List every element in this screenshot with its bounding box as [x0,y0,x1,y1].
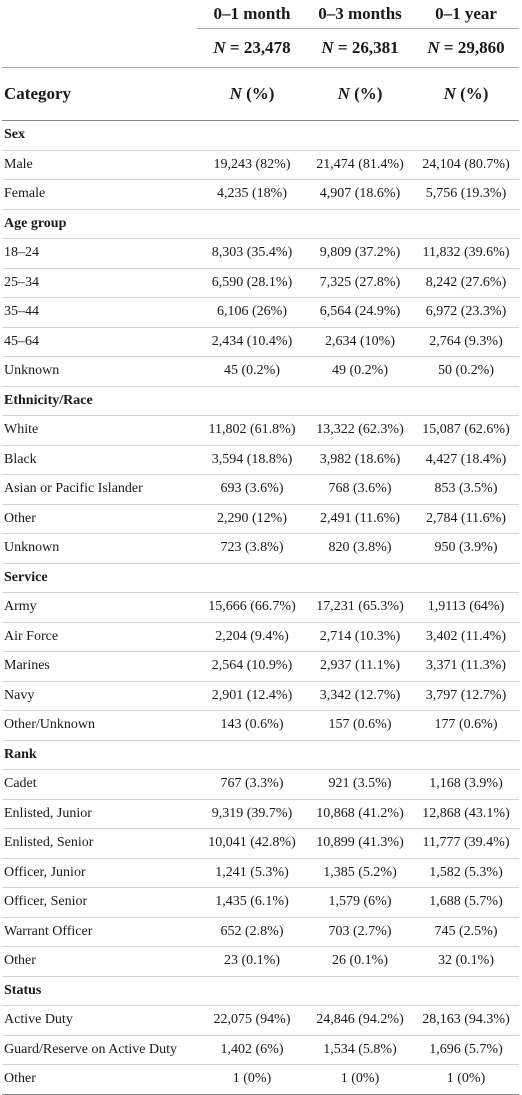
section-header-row [2,121,519,151]
cell-value: 6,106 (26%) [197,298,307,328]
cell-value: 2,714 (10.3%) [307,622,413,652]
cell-value: 26 (0.1%) [307,947,413,977]
row-label: Guard/Reserve on Active Duty [2,1035,197,1065]
cell-value: 15,666 (66.7%) [197,593,307,623]
cell-value: 177 (0.6%) [413,711,519,741]
row-label: Unknown [2,357,197,387]
row-label: Asian or Pacific Islander [2,475,197,505]
cell-value: 10,041 (42.8%) [197,829,307,859]
section-title: Sex [2,121,519,151]
cell-value: 1,534 (5.8%) [307,1035,413,1065]
table-row [2,1006,519,1036]
table-row [2,593,519,623]
cell-value: 1 (0%) [197,1065,307,1095]
cell-value: 1,168 (3.9%) [413,770,519,800]
section-title: Service [2,563,519,593]
row-label: Enlisted, Junior [2,799,197,829]
cell-value: 24,846 (94.2%) [307,1006,413,1036]
count-pct-header [197,68,307,121]
pct-label: (%) [349,84,383,103]
section-header-row [2,386,519,416]
row-label: Active Duty [2,1006,197,1036]
cell-value: 19,243 (82%) [197,150,307,180]
count-pct-header [413,68,519,121]
table-row [2,416,519,446]
pct-label: (%) [455,84,489,103]
table-row [2,829,519,859]
cell-value: 1,385 (5.2%) [307,858,413,888]
cell-value: 768 (3.6%) [307,475,413,505]
cell-value: 24,104 (80.7%) [413,150,519,180]
cell-value: 9,319 (39.7%) [197,799,307,829]
column-header-row [2,68,519,121]
n-symbol: N [427,38,440,57]
section-title: Age group [2,209,519,239]
cell-value: 2,937 (11.1%) [307,652,413,682]
table-row [2,1065,519,1095]
cell-value: 49 (0.2%) [307,357,413,387]
row-label: Unknown [2,534,197,564]
cell-value: 853 (3.5%) [413,475,519,505]
table-row [2,268,519,298]
table-row [2,239,519,269]
row-label: 25–34 [2,268,197,298]
n-symbol: N [321,38,334,57]
n-symbol: N [213,38,226,57]
cell-value: 1,696 (5.7%) [413,1035,519,1065]
table-row [2,917,519,947]
row-label: Other [2,504,197,534]
row-label: Warrant Officer [2,917,197,947]
section-header-row [2,976,519,1006]
cell-value: 2,784 (11.6%) [413,504,519,534]
cell-value: 4,235 (18%) [197,180,307,210]
cell-value: 1,435 (6.1%) [197,888,307,918]
cell-value: 28,163 (94.3%) [413,1006,519,1036]
cell-value: 45 (0.2%) [197,357,307,387]
cell-value: 1,688 (5.7%) [413,888,519,918]
period-header: 0–1 year [435,4,497,23]
cell-value: 723 (3.8%) [197,534,307,564]
section-title: Ethnicity/Race [2,386,519,416]
cell-value: 8,242 (27.6%) [413,268,519,298]
row-label: Officer, Junior [2,858,197,888]
cell-value: 2,764 (9.3%) [413,327,519,357]
cell-value: 767 (3.3%) [197,770,307,800]
n-value: = 26,381 [337,38,399,57]
cell-value: 693 (3.6%) [197,475,307,505]
cell-value: 3,594 (18.8%) [197,445,307,475]
section-title: Status [2,976,519,1006]
period-header: 0–3 months [318,4,402,23]
cell-value: 4,427 (18.4%) [413,445,519,475]
demographics-table [2,0,519,1095]
section-header-row [2,740,519,770]
row-label: Officer, Senior [2,888,197,918]
row-label: 35–44 [2,298,197,328]
row-label: Army [2,593,197,623]
cell-value: 1,241 (5.3%) [197,858,307,888]
cell-value: 1,402 (6%) [197,1035,307,1065]
table-row [2,622,519,652]
period-header: 0–1 month [213,4,291,23]
cell-value: 7,325 (27.8%) [307,268,413,298]
header-blank [2,0,197,29]
cell-value: 11,832 (39.6%) [413,239,519,269]
cell-value: 703 (2.7%) [307,917,413,947]
table-row [2,947,519,977]
table-row [2,150,519,180]
cell-value: 1 (0%) [307,1065,413,1095]
table-row [2,327,519,357]
n-symbol: N [337,84,350,103]
cell-value: 2,564 (10.9%) [197,652,307,682]
cell-value: 6,564 (24.9%) [307,298,413,328]
table-row [2,711,519,741]
cell-value: 820 (3.8%) [307,534,413,564]
table-row [2,475,519,505]
table-row [2,770,519,800]
table-row [2,799,519,829]
table-row [2,445,519,475]
cell-value: 6,590 (28.1%) [197,268,307,298]
cell-value: 22,075 (94%) [197,1006,307,1036]
cell-value: 2,434 (10.4%) [197,327,307,357]
row-label: 45–64 [2,327,197,357]
cell-value: 3,797 (12.7%) [413,681,519,711]
cell-value: 3,982 (18.6%) [307,445,413,475]
table-row [2,1035,519,1065]
category-header: Category [2,68,197,121]
cell-value: 1,9113 (64%) [413,593,519,623]
table-row [2,681,519,711]
table-row [2,652,519,682]
cell-value: 11,777 (39.4%) [413,829,519,859]
n-value: = 23,478 [229,38,291,57]
cell-value: 50 (0.2%) [413,357,519,387]
cell-value: 143 (0.6%) [197,711,307,741]
n-symbol: N [229,84,242,103]
row-label: Navy [2,681,197,711]
row-label: Enlisted, Senior [2,829,197,859]
cell-value: 23 (0.1%) [197,947,307,977]
table-row [2,298,519,328]
cell-value: 11,802 (61.8%) [197,416,307,446]
cell-value: 157 (0.6%) [307,711,413,741]
row-label: Air Force [2,622,197,652]
cell-value: 2,634 (10%) [307,327,413,357]
cell-value: 5,756 (19.3%) [413,180,519,210]
cell-value: 6,972 (23.3%) [413,298,519,328]
n-symbol: N [443,84,456,103]
cell-value: 2,204 (9.4%) [197,622,307,652]
row-label: Cadet [2,770,197,800]
cell-value: 17,231 (65.3%) [307,593,413,623]
n-value: = 29,860 [443,38,505,57]
row-label: Male [2,150,197,180]
sample-size-header [197,29,307,68]
cell-value: 1 (0%) [413,1065,519,1095]
table-row [2,180,519,210]
cell-value: 21,474 (81.4%) [307,150,413,180]
cell-value: 9,809 (37.2%) [307,239,413,269]
cell-value: 8,303 (35.4%) [197,239,307,269]
cell-value: 3,402 (11.4%) [413,622,519,652]
pct-label: (%) [241,84,275,103]
cell-value: 1,582 (5.3%) [413,858,519,888]
row-label: Other/Unknown [2,711,197,741]
row-label: 18–24 [2,239,197,269]
cell-value: 950 (3.9%) [413,534,519,564]
row-label: Female [2,180,197,210]
sample-size-header [307,29,413,68]
cell-value: 13,322 (62.3%) [307,416,413,446]
cell-value: 1,579 (6%) [307,888,413,918]
table-row [2,357,519,387]
section-header-row [2,209,519,239]
table-row [2,504,519,534]
cell-value: 32 (0.1%) [413,947,519,977]
cell-value: 652 (2.8%) [197,917,307,947]
row-label: Marines [2,652,197,682]
header-blank [2,29,197,68]
row-label: Other [2,947,197,977]
cell-value: 12,868 (43.1%) [413,799,519,829]
table-row [2,888,519,918]
sample-size-row [2,29,519,68]
section-header-row [2,563,519,593]
section-title: Rank [2,740,519,770]
cell-value: 3,371 (11.3%) [413,652,519,682]
table-row [2,858,519,888]
cell-value: 745 (2.5%) [413,917,519,947]
row-label: Black [2,445,197,475]
row-label: White [2,416,197,446]
cell-value: 15,087 (62.6%) [413,416,519,446]
period-header-row [2,0,519,29]
cell-value: 2,901 (12.4%) [197,681,307,711]
table-row [2,534,519,564]
cell-value: 2,491 (11.6%) [307,504,413,534]
cell-value: 3,342 (12.7%) [307,681,413,711]
cell-value: 4,907 (18.6%) [307,180,413,210]
cell-value: 10,868 (41.2%) [307,799,413,829]
cell-value: 2,290 (12%) [197,504,307,534]
row-label: Other [2,1065,197,1095]
count-pct-header [307,68,413,121]
cell-value: 921 (3.5%) [307,770,413,800]
sample-size-header [413,29,519,68]
cell-value: 10,899 (41.3%) [307,829,413,859]
